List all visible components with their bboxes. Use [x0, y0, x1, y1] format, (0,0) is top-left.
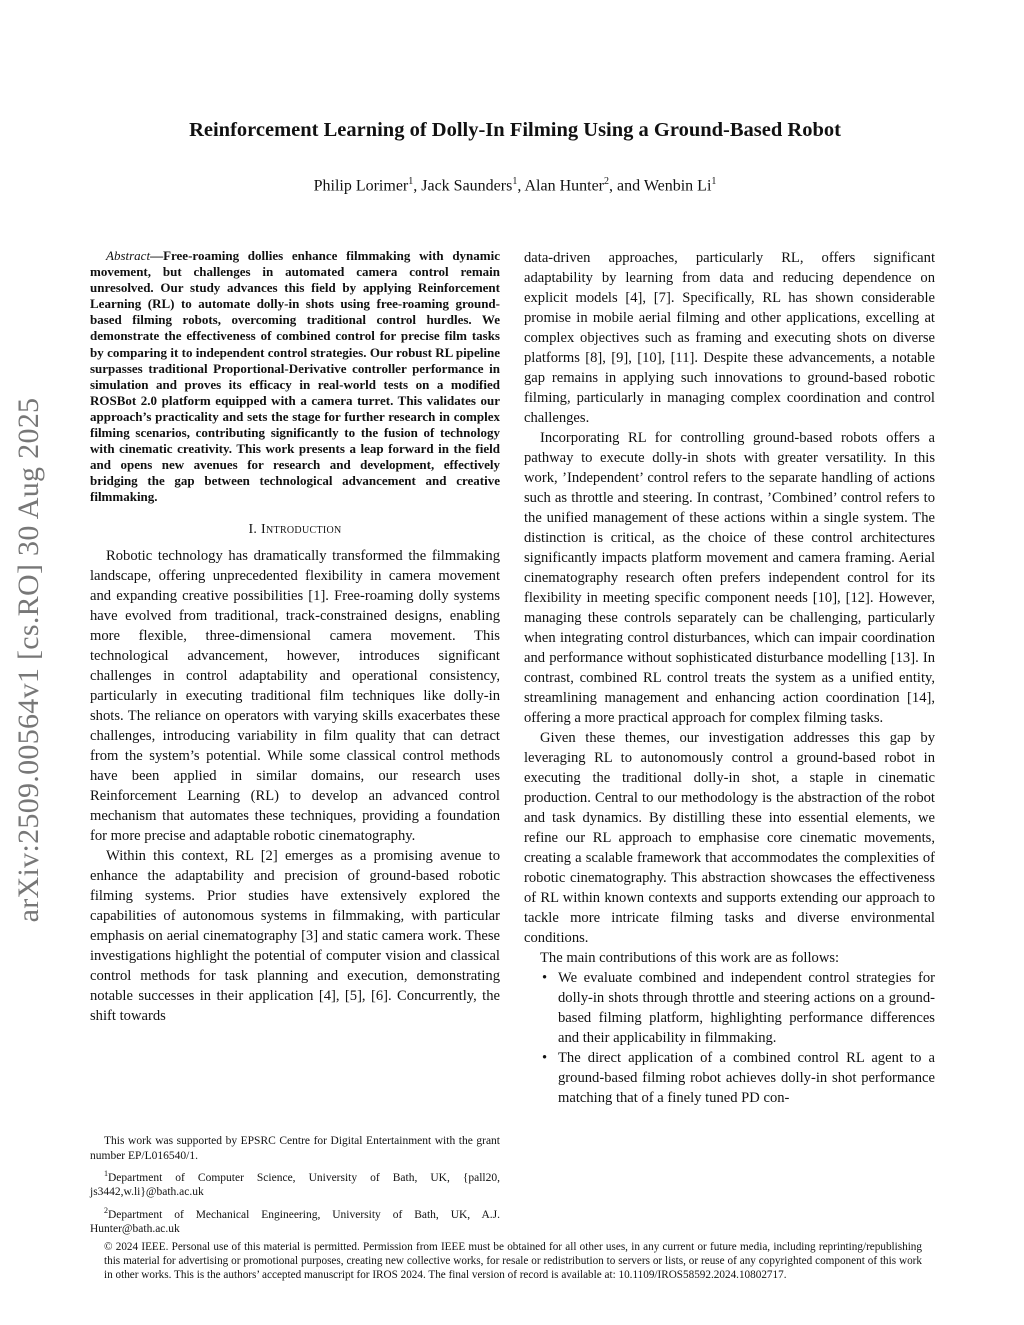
- section-heading-introduction: [90, 520, 500, 540]
- author-name: Jack Saunders: [421, 177, 513, 195]
- bullet-icon: •: [542, 1050, 548, 1066]
- funding-footnote: This work was supported by EPSRC Centre for Digital Entertainment with the grant number EP/L016540/1.: [90, 1135, 500, 1162]
- paragraph: Incorporating RL for controlling ground-based robots offers a pathway to execute dolly-in shots with greater versatility. In this work, ’Independent’ control refers to the separate handling of actions such as throttle and steering. In contrast, ’Combined’ control refers to the unified management of these actions within a single system. The distinction is critical, as the choice of these control architectures significantly impacts platform movement and camera framing. Aerial cinematography research often prefers independent control for its flexibility in meeting specific component needs [10], [12]. However, managing these controls separately can be challenging, particularly when integrating control disturbances, which can impair coordination and performance without sophisticated disturbance modelling [13]. In contrast, combined RL control treats the system as a unified entity, streamlining management and enhancing action coordination [14], offering a more practical approach for complex filming tasks.: [524, 430, 935, 726]
- copyright-notice: © 2024 IEEE. Personal use of this material is permitted. Permission from IEEE must be obtained for all other uses, in any current or future media, including reprinting/republishing this material for advertising or promotional purposes, creating new collective works, for resale or redistribution to servers or lists, or reuse of any copyrighted component of this work in other works. This is the authors’ accepted manuscript for IROS 2024. The final version of record is available at: 10.1109/IROS58592.2024.10802717.: [104, 1241, 922, 1282]
- author-separator: , and: [609, 177, 644, 195]
- abstract-dash: —: [150, 248, 164, 263]
- author-name: Wenbin Li: [643, 177, 712, 195]
- author-separator: ,: [517, 177, 525, 195]
- paper-title: Reinforcement Learning of Dolly-In Filming Using a Ground-Based Robot: [189, 119, 841, 141]
- affiliation-mark: 1: [711, 176, 717, 187]
- affiliation-text: Department of Computer Science, University of Bath, UK, {pall20, js3442,w.li}@bath.ac.uk: [90, 1171, 500, 1199]
- left-column: [90, 248, 500, 1026]
- author-list: [90, 176, 940, 195]
- abstract: [90, 248, 500, 506]
- affiliation-footnote-2: [90, 1204, 500, 1237]
- paragraph: Given these themes, our investigation addresses this gap by leveraging RL to autonomously control a ground-based robot in executing the traditional dolly-in shot, a staple in cinematic production. Central to our methodology is the abstraction of the robot and task dynamics. By distilling these into essential elements, we refine our RL approach to emphasise core cinematic movements, creating a scalable framework that accommodates the complexities of robotic cinematography. This abstraction showcases the effectiveness of RL within known contexts and supports extending our approach to tackle more intricate filming tasks and diverse environmental conditions.: [524, 730, 935, 946]
- arxiv-side-stamp: [0, 360, 58, 960]
- footnotes: [90, 1134, 500, 1241]
- list-item: [524, 1048, 935, 1108]
- author-name: Alan Hunter: [524, 177, 604, 195]
- affiliation-mark: 2: [104, 1205, 108, 1215]
- paragraph-continuation: data-driven approaches, particularly RL, offers significant adaptability by learning from data and reducing dependence on explicit models [4], [7]. Specifically, RL has shown considerable promise in mobile aerial filming and other applications, excelling at complex objectives such as framing and executing shots on diverse platforms [8], [9], [10], [11]. Despite these advancements, a notable gap remains in applying such innovations to ground-based robotic filming, particularly in managing complex coordination and control challenges.: [524, 250, 935, 426]
- contributions-list: [524, 968, 935, 1108]
- affiliation-mark: 1: [408, 176, 414, 187]
- abstract-label: Abstract: [106, 248, 151, 263]
- affiliation-mark: 1: [104, 1169, 108, 1178]
- author-separator: ,: [413, 177, 422, 195]
- list-item-text: We evaluate combined and independent control strategies for dolly-in shots through throttle and steering actions on a ground-based filming platform, highlighting performance differences and their applicability in filmmaking.: [558, 970, 935, 1046]
- author-name: Philip Lorimer: [313, 177, 409, 195]
- affiliation-footnote-1: [90, 1167, 500, 1200]
- abstract-text: Free-roaming dollies enhance filmmaking with dynamic movement, but challenges in automated camera control remain unresolved. Our study advances this field by applying Reinforcement Learning (RL) to automate dolly-in shots using free-roaming ground-based filming robots, overcoming traditional control hurdles. We demonstrate the effectiveness of combined control for precise film tasks by comparing it to independent control strategies. Our robust RL pipeline surpasses traditional Proportional-Derivative controller performance in simulation and proves its efficacy in real-world tests on a modified ROSBot 2.0 platform equipped with a camera turret. This validates our approach’s practicality and sets the stage for further research in complex filming scenarios, contributing significantly to the fusion of technology with cinematic creativity. This work presents a leap forward in the field and opens new avenues for research and development, effectively bridging the gap between technological advancement and creative filmmaking.: [90, 248, 500, 505]
- right-column: [524, 248, 935, 1108]
- paragraph: Within this context, RL [2] emerges as a promising avenue to enhance the adaptability and precision of ground-based robotic filming systems. Prior studies have extensively explored the capabilities of autonomous systems in filmmaking, with particular emphasis on aerial cinematography [3] and static camera work. These investigations highlight the potential of computer vision and classical control methods for task planning and execution, demonstrating notable successes in their application [4], [5], [6]. Concurrently, the shift towards: [90, 847, 500, 1024]
- affiliation-text: Department of Mechanical Engineering, University of Bath, UK, A.J. Hunter@bath.ac.uk: [90, 1208, 500, 1236]
- affiliation-mark: 2: [604, 176, 609, 187]
- paragraph: The main contributions of this work are as follows:: [540, 950, 840, 966]
- paragraph: Robotic technology has dramatically transformed the filmmaking landscape, offering unprecedented flexibility in camera movement and expanding creative possibilities [1]. Free-roaming dolly systems have evolved from traditional, track-constrained designs, enabling more flexible, three-dimensional camera movement. This technological advancement, however, introduces significant challenges in control adaptability and operational consistency, particularly in executing traditional film techniques like dolly-in shots. The reliance on operators with varying skills exacerbates these challenges, introducing variability in film quality that can detract from the system’s potential. While some classical control methods have been applied in similar domains, our research uses Reinforcement Learning (RL) to develop an advanced control mechanism that automates these techniques, providing a foundation for more precise and adaptable robotic cinematography.: [90, 547, 500, 844]
- arxiv-identifier: arXiv:2509.00564v1 [cs.RO] 30 Aug 2025: [12, 397, 45, 923]
- bullet-icon: •: [542, 970, 548, 986]
- list-item: [524, 968, 935, 1048]
- list-item-text: The direct application of a combined control RL agent to a ground-based filming robot achieves dolly-in shot performance matching that of a finely tuned PD con-: [558, 1050, 935, 1106]
- affiliation-mark: 1: [512, 176, 518, 187]
- section-title: Introduction: [261, 521, 342, 537]
- section-number: I.: [248, 521, 258, 537]
